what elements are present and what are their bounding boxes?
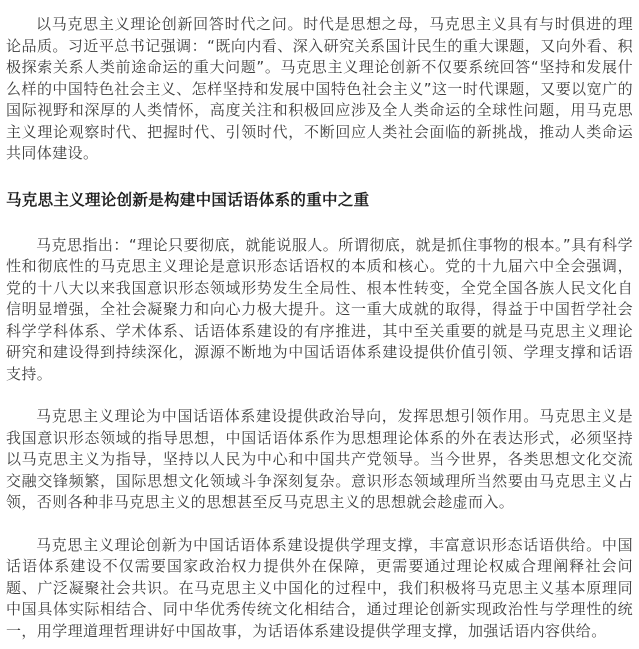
section-paragraph-2: 马克思主义理论为中国话语体系建设提供政治导向，发挥思想引领作用。马克思主义是我国意识形态领域的指导思想，中国话语体系作为思想理论体系的外在表达形式，必须坚持以马克思主义为指导，坚持以人民为中心和中国共产党领导。当今世界，各类思想文化交流交融交锋频繁，国际思想文化领域斗争深刻复杂。意识形态领域理所当然要由马克思主义占领，否则各种非马克思主义的思想甚至反马克思主义的思想就会趁虚而入。 — [6, 407, 633, 511]
section-heading: 马克思主义理论创新是构建中国话语体系的重中之重 — [6, 190, 370, 209]
article-body — [6, 0, 633, 642]
section-paragraph-3: 马克思主义理论创新为中国话语体系建设提供学理支撑，丰富意识形态话语供给。中国话语体系建设不仅需要国家政治权力提供外在保障，更需要通过理论权威合理阐释社会问题、广泛凝聚社会共识。在马克思主义中国化的过程中，我们积极将马克思主义基本原理同中国具体实际相结合、同中华优秀传统文化相结合，通过理论创新实现政治性与学理性的统一，用学理道理哲理讲好中国故事，为话语体系建设提供学理支撑，加强话语内容供给。 — [6, 535, 633, 640]
intro-paragraph: 以马克思主义理论创新回答时代之问。时代是思想之母，马克思主义具有与时俱进的理论品质。习近平总书记强调：“既向内看、深入研究关系国计民生的重大课题，又向外看、积极探索关系人类前途命运的重大问题”。马克思主义理论创新不仅要系统回答“坚持和发展什么样的中国特色社会主义、怎样坚持和发展中国特色社会主义”这一时代课题，又要以宽广的国际视野和深厚的人类情怀，高度关注和积极回应涉及全人类命运的全球性问题，用马克思主义理论观察时代、把握时代、引领时代，不断回应人类社会面临的新挑战，推动人类命运共同体建设。 — [6, 15, 633, 162]
section-paragraph-1: 马克思指出：“理论只要彻底，就能说服人。所谓彻底，就是抓住事物的根本。”具有科学性和彻底性的马克思主义理论是意识形态话语权的本质和核心。党的十九届六中全会强调，党的十八大以来我国意识形态领域形势发生全局性、根本性转变，全党全国各族人民文化自信明显增强，全社会凝聚力和向心力极大提升。这一重大成就的取得，得益于中国哲学社会科学学科体系、学术体系、话语体系建设的有序推进，其中至关重要的就是马克思主义理论研究和建设得到持续深化，源源不断地为中国话语体系建设提供价值引领、学理支撑和话语支持。 — [6, 235, 633, 383]
